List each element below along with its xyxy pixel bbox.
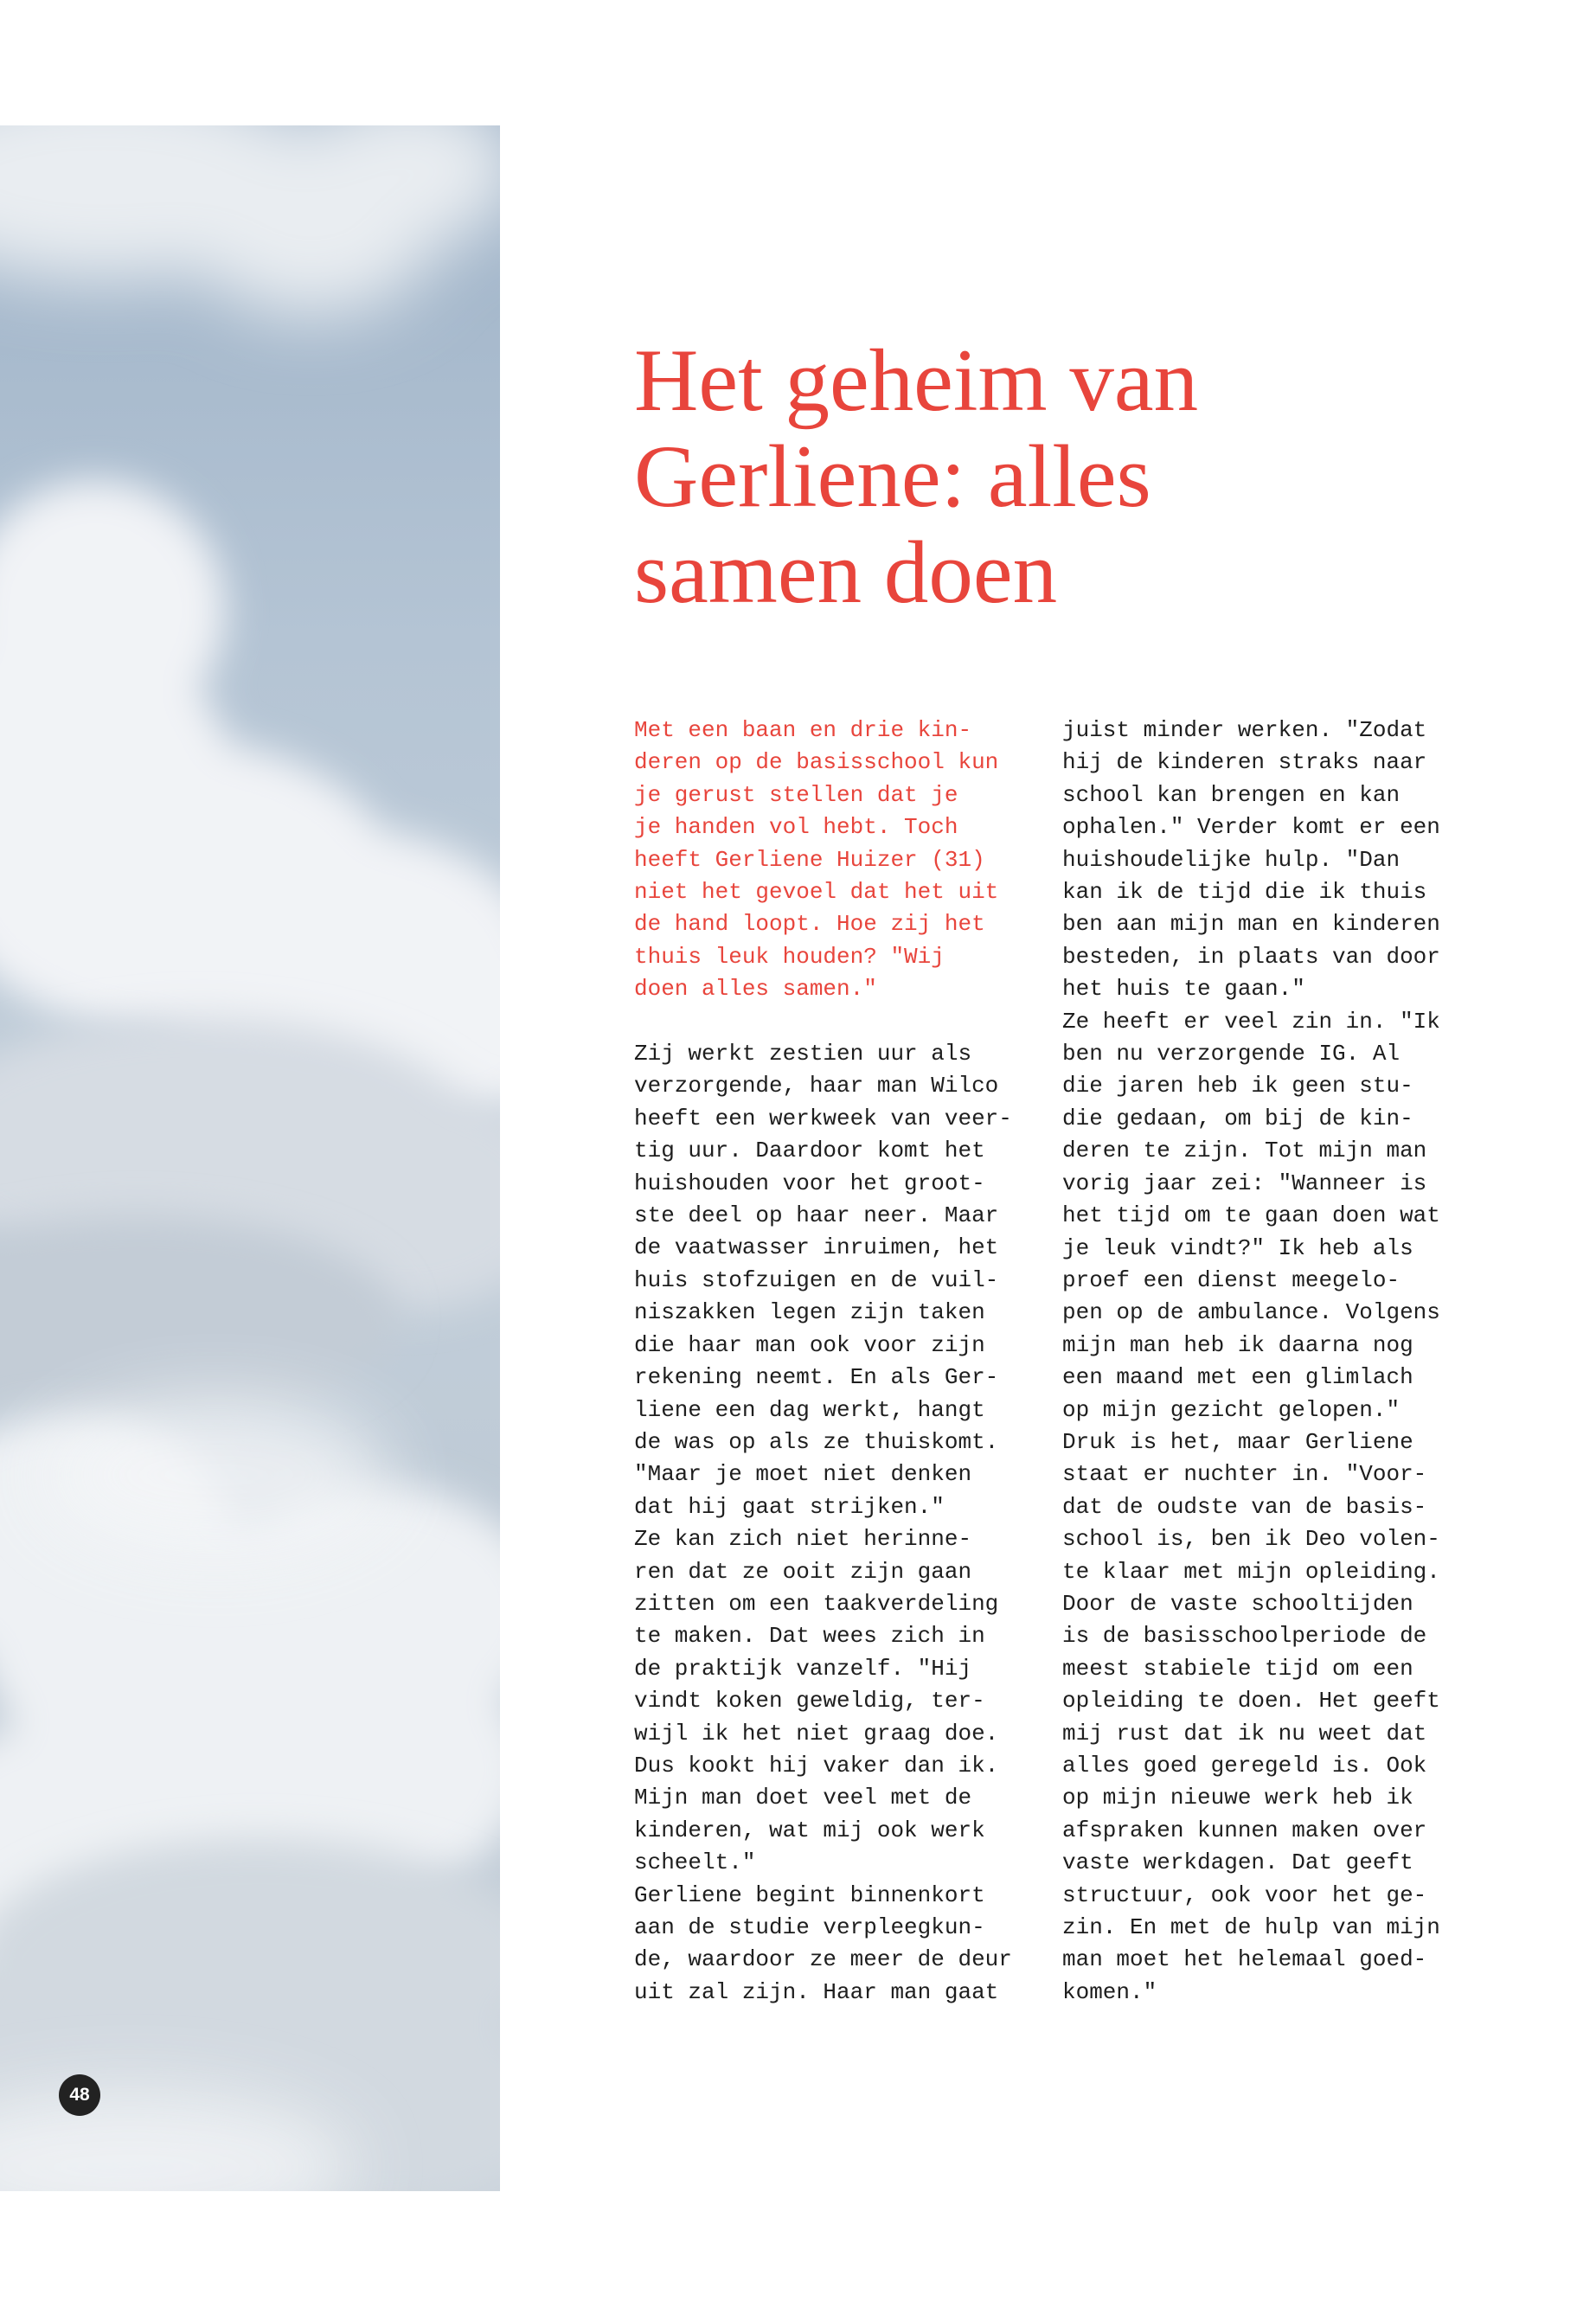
article-column-left <box>634 715 1041 2009</box>
body-line: het huis te gaan." <box>1062 976 1305 1003</box>
body-line: meest stabiele tijd om een <box>1062 1655 1413 1682</box>
body-line: structuur, ook voor het ge- <box>1062 1881 1427 1908</box>
body-line: uit zal zijn. Haar man gaat <box>634 1978 999 2005</box>
body-line: liene een dag werkt, hangt <box>634 1396 985 1423</box>
body-line: de was op als ze thuiskomt. <box>634 1428 999 1455</box>
intro-line: de hand loopt. Hoe zij het <box>634 911 985 938</box>
intro-line: deren op de basisschool kun <box>634 749 999 776</box>
clouds-photo <box>0 125 500 2191</box>
body-line: de, waardoor ze meer de deur <box>634 1946 1012 1973</box>
article-column-right <box>1062 715 1477 2009</box>
body-line: huishouden voor het groot- <box>634 1170 985 1196</box>
body-line: rekening neemt. En als Ger- <box>634 1364 999 1391</box>
body-line: Gerliene begint binnenkort <box>634 1881 985 1908</box>
body-line: te maken. Dat wees zich in <box>634 1623 985 1650</box>
body-line: op mijn nieuwe werk heb ik <box>1062 1785 1413 1811</box>
body-line: Zij werkt zestien uur als <box>634 1041 972 1067</box>
body-line: besteden, in plaats van door <box>1062 943 1440 970</box>
body-line: alles goed geregeld is. Ook <box>1062 1753 1427 1779</box>
paragraph-gap <box>634 1006 1041 1038</box>
body-line: niszakken legen zijn taken <box>634 1299 985 1326</box>
body-line: die jaren heb ik geen stu- <box>1062 1073 1413 1099</box>
body-line: pen op de ambulance. Volgens <box>1062 1299 1440 1326</box>
clouds-icon <box>0 125 500 2191</box>
intro-line: je handen vol hebt. Toch <box>634 814 958 841</box>
body-line: Ze heeft er veel zin in. "Ik <box>1062 1008 1440 1035</box>
body-line: Door de vaste schooltijden <box>1062 1590 1413 1617</box>
body-line: school kan brengen en kan <box>1062 781 1401 808</box>
body-line: de praktijk vanzelf. "Hij <box>634 1655 972 1682</box>
body-line: ste deel op haar neer. Maar <box>634 1202 999 1229</box>
body-line: ben aan mijn man en kinderen <box>1062 911 1440 938</box>
page-number: 48 <box>59 2074 100 2116</box>
body-line: is de basisschoolperiode de <box>1062 1623 1427 1650</box>
body-line: op mijn gezicht gelopen." <box>1062 1396 1401 1423</box>
body-line: Druk is het, maar Gerliene <box>1062 1428 1413 1455</box>
body-line: huishoudelijke hulp. "Dan <box>1062 846 1401 873</box>
intro-line: thuis leuk houden? "Wij <box>634 943 945 970</box>
body-line: dat hij gaat strijken." <box>634 1493 945 1520</box>
body-line: komen." <box>1062 1978 1157 2005</box>
body-line: Mijn man doet veel met de <box>634 1785 972 1811</box>
article-intro <box>634 715 1041 1006</box>
body-line: ren dat ze ooit zijn gaan <box>634 1558 972 1585</box>
body-line: wijl ik het niet graag doe. <box>634 1720 999 1747</box>
body-line: deren te zijn. Tot mijn man <box>1062 1138 1427 1164</box>
body-line: de vaatwasser inruimen, het <box>634 1234 999 1261</box>
body-line: proef een dienst meegelo- <box>1062 1266 1401 1293</box>
body-line: Ze kan zich niet herinne- <box>634 1526 972 1553</box>
title-line: Gerliene: alles <box>634 427 1151 526</box>
body-line: "Maar je moet niet denken <box>634 1461 972 1488</box>
body-line: je leuk vindt?" Ik heb als <box>1062 1234 1413 1261</box>
body-line: ophalen." Verder komt er een <box>1062 814 1440 841</box>
body-line: kan ik de tijd die ik thuis <box>1062 879 1427 906</box>
body-line: vaste werkdagen. Dat geeft <box>1062 1849 1413 1876</box>
article-title <box>634 333 1499 621</box>
body-line: vindt koken geweldig, ter- <box>634 1688 985 1715</box>
body-line: huis stofzuigen en de vuil- <box>634 1266 999 1293</box>
body-line: mijn man heb ik daarna nog <box>1062 1331 1413 1358</box>
body-line: verzorgende, haar man Wilco <box>634 1073 999 1099</box>
body-line: heeft een werkweek van veer- <box>634 1105 1012 1131</box>
title-line: samen doen <box>634 523 1058 622</box>
body-line: die haar man ook voor zijn <box>634 1331 985 1358</box>
body-line: zin. En met de hulp van mijn <box>1062 1914 1440 1941</box>
body-line: school is, ben ik Deo volen- <box>1062 1526 1440 1553</box>
title-line: Het geheim van <box>634 331 1199 430</box>
body-line: staat er nuchter in. "Voor- <box>1062 1461 1427 1488</box>
body-line: vorig jaar zei: "Wanneer is <box>1062 1170 1427 1196</box>
body-line: die gedaan, om bij de kin- <box>1062 1105 1413 1131</box>
body-line: dat de oudste van de basis- <box>1062 1493 1427 1520</box>
body-line: juist minder werken. "Zodat <box>1062 717 1427 743</box>
body-line: te klaar met mijn opleiding. <box>1062 1558 1440 1585</box>
intro-line: je gerust stellen dat je <box>634 781 958 808</box>
intro-line: Met een baan en drie kin- <box>634 717 972 743</box>
body-line: opleiding te doen. Het geeft <box>1062 1688 1440 1715</box>
body-line: hij de kinderen straks naar <box>1062 749 1427 776</box>
body-line: aan de studie verpleegkun- <box>634 1914 985 1941</box>
body-line: mij rust dat ik nu weet dat <box>1062 1720 1427 1747</box>
body-line: man moet het helemaal goed- <box>1062 1946 1427 1973</box>
body-line: een maand met een glimlach <box>1062 1364 1413 1391</box>
body-line: het tijd om te gaan doen wat <box>1062 1202 1440 1229</box>
article-body-left <box>634 1038 1041 2009</box>
body-line: scheelt." <box>634 1849 756 1876</box>
intro-line: doen alles samen." <box>634 976 877 1003</box>
body-line: zitten om een taakverdeling <box>634 1590 999 1617</box>
body-line: tig uur. Daardoor komt het <box>634 1138 985 1164</box>
body-line: afspraken kunnen maken over <box>1062 1817 1427 1843</box>
body-line: Dus kookt hij vaker dan ik. <box>634 1752 999 1779</box>
intro-line: niet het gevoel dat het uit <box>634 879 999 906</box>
intro-line: heeft Gerliene Huizer (31) <box>634 846 985 873</box>
body-line: ben nu verzorgende IG. Al <box>1062 1041 1401 1067</box>
body-line: kinderen, wat mij ook werk <box>634 1817 985 1843</box>
